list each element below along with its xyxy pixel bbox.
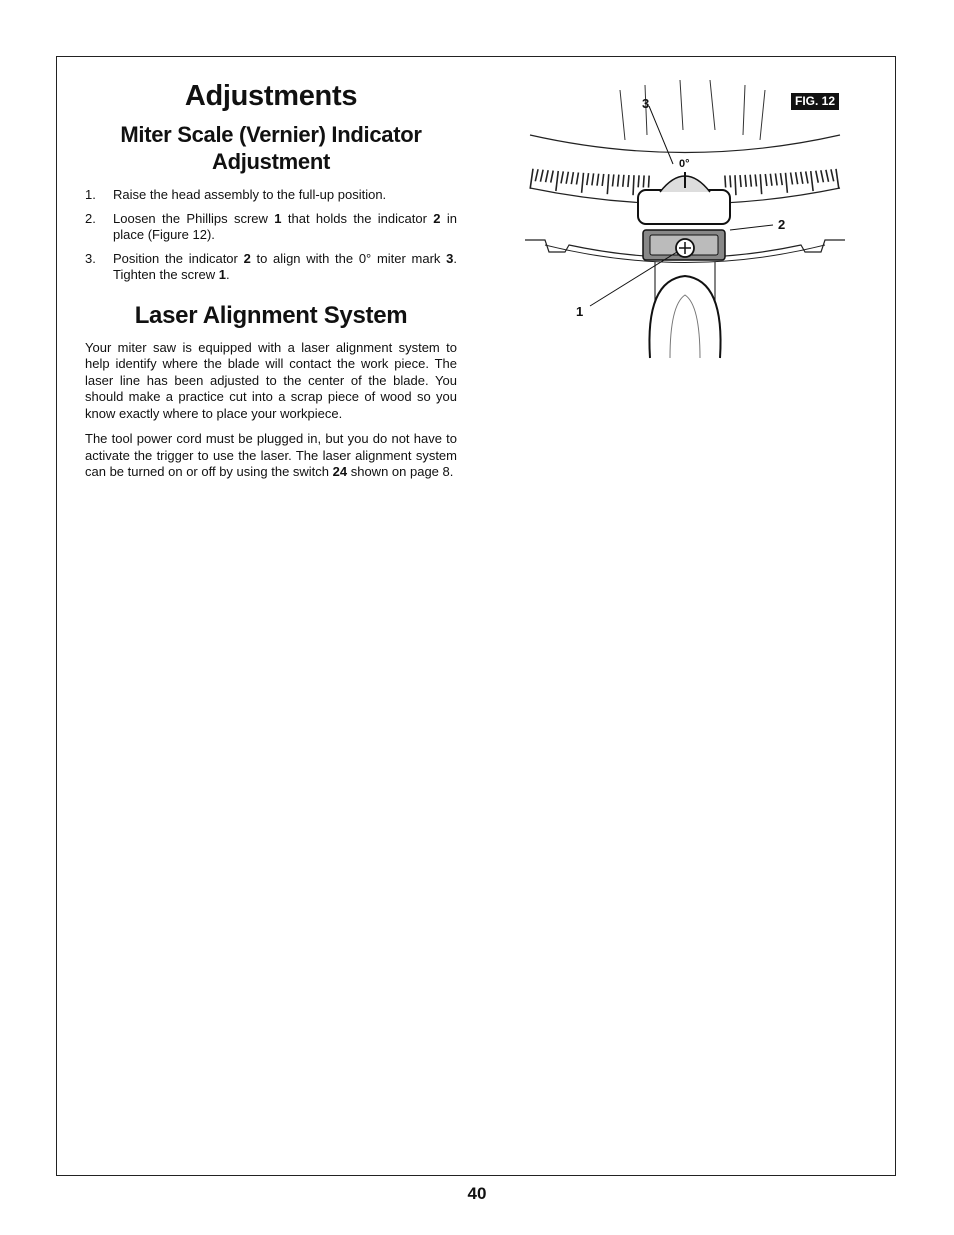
page-number: 40 [467, 1184, 487, 1203]
scale-tick [745, 175, 746, 187]
laser-alignment-heading: Laser Alignment System [134, 301, 408, 329]
scale-tick [786, 173, 788, 193]
scale-tick [821, 170, 824, 182]
scale-tick [607, 174, 608, 194]
zero-degree-mark: 0° [679, 158, 690, 170]
scale-tick [623, 175, 624, 187]
scale-tick [791, 173, 793, 185]
scale-tick [602, 174, 604, 186]
step-number: 3. [85, 250, 96, 266]
scale-tick [540, 170, 543, 182]
text-run: to align with the 0° miter mark [250, 250, 447, 266]
scale-tick [643, 175, 644, 187]
callout-ref: 1 [274, 210, 282, 226]
callout-ref: 2 [243, 250, 251, 266]
text-run: Raise the head assembly to the full-up position. [113, 187, 387, 202]
scale-tick [592, 173, 594, 185]
handle-grip [649, 276, 720, 358]
scale-tick [740, 175, 741, 187]
step-2 [85, 211, 457, 244]
scale-tick [755, 174, 756, 186]
scale-tick [576, 172, 578, 184]
scale-tick [775, 173, 777, 185]
scale-tick [826, 170, 829, 182]
scale-tick [648, 176, 649, 188]
scale-tick [571, 172, 573, 184]
scale-tick [801, 172, 803, 184]
laser-paragraph-1 [85, 340, 457, 423]
indicator-housing [638, 190, 730, 224]
scale-tick [760, 174, 761, 194]
scale-tick [811, 171, 813, 191]
text-run: The tool power cord must be plugged in, but you do not have to activate the trigger to use the laser. The laser alignment system can be turned on or off by using the switch [85, 431, 457, 479]
step-text [113, 251, 457, 283]
callout-ref: 1 [218, 267, 226, 282]
step-1 [85, 187, 457, 204]
callout-3: 3 [642, 96, 650, 111]
scale-tick [735, 175, 736, 195]
scale-tick [551, 171, 553, 183]
scale-tick [806, 171, 808, 183]
scale-tick [770, 174, 772, 186]
leader-2 [730, 225, 773, 230]
scale-tick [582, 173, 584, 193]
step-number: 1. [85, 187, 96, 202]
callout-ref: 2 [433, 210, 441, 226]
miter-scale-heading: Miter Scale (Vernier) Indicator Adjustment [120, 122, 422, 174]
callout-ref: 3 [446, 250, 454, 266]
scale-tick [836, 169, 839, 189]
scale-tick [725, 176, 726, 188]
scale-tick [561, 171, 563, 183]
text-column [85, 80, 457, 490]
scale-tick [633, 175, 634, 195]
scale-tick [765, 174, 767, 186]
text-run: shown on page 8. [347, 464, 454, 479]
callout-ref: 24 [332, 464, 348, 479]
scale-tick [628, 175, 629, 187]
scale-tick [530, 169, 533, 189]
scale-tick [831, 169, 834, 181]
scale-tick [566, 172, 568, 184]
callout-2: 2 [778, 217, 786, 232]
figure-label: FIG. 12 [791, 93, 839, 110]
leader-3 [649, 106, 673, 164]
scale-tick [796, 172, 798, 184]
adjustment-steps [85, 187, 457, 284]
text-run: that holds the indicator [281, 210, 434, 226]
scale-tick [816, 171, 818, 183]
figure-12-illustration [525, 80, 845, 360]
step-number: 2. [85, 210, 96, 226]
step-text [113, 211, 457, 243]
scale-tick [750, 175, 751, 187]
page-title: Adjustments [184, 80, 358, 112]
scale-tick [597, 174, 599, 186]
step-3 [85, 251, 457, 284]
text-run: in place (Figure 12). [113, 210, 457, 242]
scale-tick [618, 175, 619, 187]
scale-tick [612, 174, 613, 186]
scale-tick [556, 171, 558, 191]
text-run: Loosen the Phillips screw [113, 210, 275, 226]
scale-tick [780, 173, 782, 185]
scale-tick [587, 173, 589, 185]
text-run: Your miter saw is equipped with a laser alignment system to help identify where the blade will contact the work piece. The laser line has been adjusted to the center of the blade. You should make a practice cut into a scrap piece of wood so you know exactly where to place your workpiece. [85, 339, 457, 421]
callout-1: 1 [576, 304, 584, 319]
miter-scale-drawing [525, 80, 845, 360]
text-run: Position the indicator [113, 250, 244, 266]
scale-tick [638, 175, 639, 187]
scale-tick [546, 170, 549, 182]
table-arc-upper [530, 135, 840, 153]
step-text [113, 187, 386, 202]
scale-tick [535, 169, 538, 181]
text-run: . Tighten the screw [113, 250, 457, 282]
scale-tick [730, 175, 731, 187]
text-run: . [225, 267, 230, 282]
laser-paragraph-2 [85, 431, 457, 481]
